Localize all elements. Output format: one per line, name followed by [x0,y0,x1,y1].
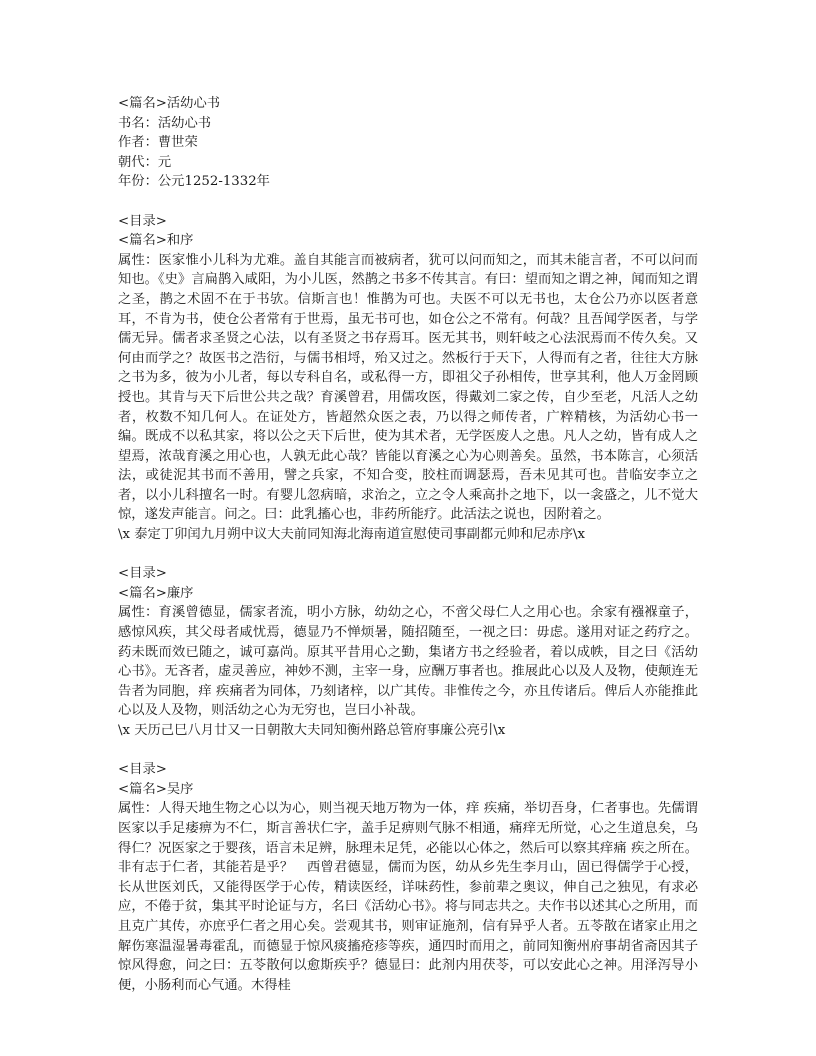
spacer [118,741,698,761]
spacer [118,192,698,212]
book-title: 书名：活幼心书 [118,115,212,131]
toc-marker: <目录> [118,762,167,778]
section-signature: \x 天历己巳八月廿又一日朝散大夫同知衡州路总管府事廉公亮引\x [118,723,506,738]
toc-marker: <目录> [118,213,167,229]
section-wu-preface [118,760,698,995]
author-line: 作者：曹世荣 [118,135,198,151]
chapter-title: <篇名>活幼心书 [118,96,221,111]
section-signature: \x 泰定丁卯闰九月朔中议大夫前同知海北海南道宣慰使司事副都元帅和尼赤序\x [118,527,585,543]
years-line: 年份：公元1252-1332年 [118,174,270,190]
section-title: <篇名>廉序 [118,585,194,601]
section-he-preface [118,212,698,545]
section-body: 属性：人得天地生物之心以为心，则当视天地万物为一体，痒 疾痛，举切吾身，仁者事也。先儒谓医家以手足痿痹为不仁，斯言善状仁字，盖手足痹则气脉不相通，痛痒无所觉，心之生道息矣，乌得仁？况医家之于婴孩，语言未足辨，脉理未足凭，必能以心体之，然后可以察其痒痛 疾之所在。非有志于仁者，其能若是乎？ 西曾君德显，儒而为医，幼从乡先生李月山，固已得儒学于心授，长从世医刘氏，又能得医学于心传，精读医经，详味药性，参前辈之奥议，伸自己之独见，有求必应，不倦于贫，集其平时论证与方，名曰《活幼心书》。将与同志共之。夫作书以述其心之所用，而且克广其传，亦庶乎仁者之用心矣。尝观其书，则审证施剂，信有异乎人者。五苓散在诸家止用之解伤寒温湿暑毒霍乱，而德显于惊风痰搐疮疹等疾，通四时而用之，前同知衡州府事胡省斋因其子惊风得愈，问之曰：五苓散何以愈斯疾乎？德显曰：此剂内用茯苓，可以安此心之神。用泽泻导小便，小肠利而心气通。木得桂 [118,801,698,993]
section-body: 属性：育溪曾德显，儒家者流，明小方脉，幼幼之心，不啻父母仁人之用心也。余家有襁褓童子，感惊风疾，其父母者咸忧焉，德显乃不惮烦暑，随招随至，一视之曰：毋虑。遂用对证之药疗之。药未既而效已随之，诚可嘉尚。原其平昔用心之勤，集诸方书之经验者，着以成帙，目之曰《活幼心书》。无吝者，虚灵善应，神妙不测，主宰一身，应酬万事者也。推展此心以及人及物，使颠连无告者为同胞，痒 疾痛者为同体，乃刻诸梓，以广其传。非惟传之今，亦且传诸后。俾后人亦能推此心以及人及物，则活幼之心为无穷也，岂曰小补哉。 [118,605,698,719]
document-header [118,94,698,192]
spacer [118,545,698,565]
section-body: 属性：医家惟小儿科为尤难。盖自其能言而被病者，犹可以问而知之，而其未能言者，不可以问而知也。《史》言扁鹊入咸阳，为小儿医，然鹊之书多不传其言。有曰：望而知之谓之神，闻而知之谓之圣，鹊之术固不在于书欤。信斯言也！惟鹊为可也。夫医不可以无书也，太仓公乃亦以医者意耳，不肯为书，使仓公者常有于世焉，虽无书可也，如仓公之不常有。何哉？且吾闻学医者，与学儒无异。儒者求圣贤之心法，以有圣贤之书存焉耳。医无其书，则轩岐之心法泯焉而不传久矣。又何由而学之？故医书之浩衍，与儒书相埒，殆又过之。然板行于天下，人得而有之者，往往大方脉之书为多，彼为小儿者，每以专科自名，或私得一方，即祖父子孙相传，世享其利，他人万金罔顾授也。其肯与天下后世公共之哉？育溪曾君，用儒攻医，得戴刘二家之传，自少至老，凡活人之幼者，枚数不知几何人。在证处方，皆超然众医之表，乃以得之师传者，广粹精核，为活幼心书一编。既成不以私其家，将以公之天下后世，使为其术者，无学医废人之患。凡人之幼，皆有成人之望焉，浓哉育溪之用心也，人孰无此心哉？皆能以育溪之心为心则善矣。虽然，书本陈言，心须活法，或徒泥其书而不善用，譬之兵家，不知合变，胶柱而调瑟焉，吾未见其可也。昔临安李立之者，以小儿科擅名一时。有婴儿忽病暗，求治之，立之令人乘高扑之地下，以一衾盛之，儿不觉大惊，遂发声能言。问之。曰：此乳搐心也，非药所能疗。此活法之说也，因附着之。 [118,252,698,523]
toc-marker: <目录> [118,566,167,582]
section-title: <篇名>吴序 [118,781,194,797]
dynasty-line: 朝代：元 [118,154,172,170]
section-title: <篇名>和序 [118,233,194,249]
section-lian-preface [118,564,698,740]
